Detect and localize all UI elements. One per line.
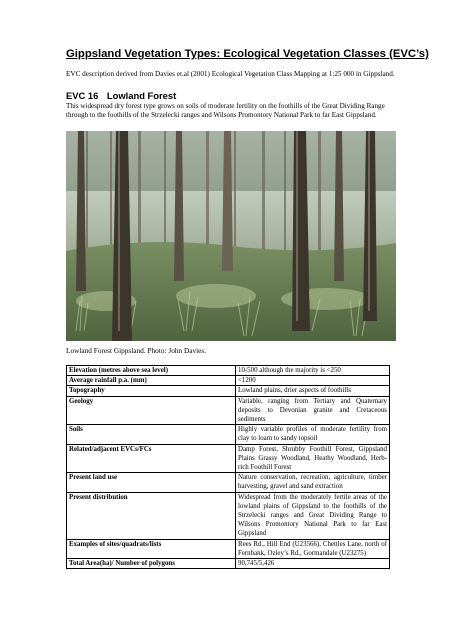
row-label: Present distribution [67, 492, 236, 539]
row-label: Topography [67, 386, 236, 396]
row-label: Present land use [67, 473, 236, 492]
table-row [67, 376, 390, 386]
evc-heading [66, 90, 176, 101]
table-row [67, 492, 390, 539]
row-label: Elevation (metres above sea level) [67, 366, 236, 376]
page-title: Gippsland Vegetation Types: Ecological Vegetation Classes (EVC’s) [66, 48, 429, 60]
row-label: Total Area(ha)/ Number of polygons [67, 559, 236, 569]
table-row [67, 559, 390, 569]
row-value: Variable, ranging from Tertiary and Quaternary deposits to Devonian granite and Cretaceous sediments [236, 396, 390, 425]
row-value: Lowland plains, drier aspects of foothills [236, 386, 390, 396]
row-value: Rees Rd., Hill End (U23566), Chettles Lane, north of Fernbank, Ozley’s Rd., Gormandale (U23275) [236, 539, 390, 558]
row-label: Related/adjacent EVCs/FCs [67, 444, 236, 473]
table-row [67, 539, 390, 558]
table-row [67, 396, 390, 425]
forest-photo [66, 131, 396, 341]
source-note: EVC description derived from Davies et.al (2001) Ecological Vegetation Class Mapping at 1:25 000 in Gippsland. [66, 70, 395, 78]
table-row [67, 473, 390, 492]
row-value: 10-500 although the majority is <250 [236, 366, 390, 376]
row-value: Highly variable profiles of moderate fertility from clay to loam to sandy topsoil [236, 425, 390, 444]
evc-description: This widespread dry forest type grows on soils of moderate fertility on the foothills of the Great Dividing Range through to the foothills of the Strzelecki ranges and Wilsons Promontory National Park to far East Gippsland. [66, 102, 385, 120]
table-row [67, 366, 390, 376]
row-label: Examples of sites/quadrats/lists [67, 539, 236, 558]
table-row [67, 386, 390, 396]
row-value: Nature conservation, recreation, agriculture, timber harvesting, gravel and sand extraction [236, 473, 390, 492]
row-value: Widespread from the moderately fertile areas of the lowland plains of Gippsland to the foothills of the Strzelecki ranges and Great Dividing Range to Wilsons Promontory National Park to far East Gippsland [236, 492, 390, 539]
photo-caption: Lowland Forest Gippsland. Photo: John Davies. [66, 346, 207, 355]
evc-name: Lowland Forest [106, 90, 177, 101]
row-value: 90,745/5,426 [236, 559, 390, 569]
row-value: Damp Forest, Shrubby Foothill Forest, Gippsland Plains Grassy Woodland, Heathy Woodland, Herb-rich Foothill Forest [236, 444, 390, 473]
row-label: Soils [67, 425, 236, 444]
row-label: Geology [67, 396, 236, 425]
table-row [67, 444, 390, 473]
table-row [67, 425, 390, 444]
row-value: <1200 [236, 376, 390, 386]
evc-attributes-table [66, 365, 390, 569]
evc-number: EVC 16 [66, 90, 99, 101]
row-label: Average rainfall p.a. (mm) [67, 376, 236, 386]
